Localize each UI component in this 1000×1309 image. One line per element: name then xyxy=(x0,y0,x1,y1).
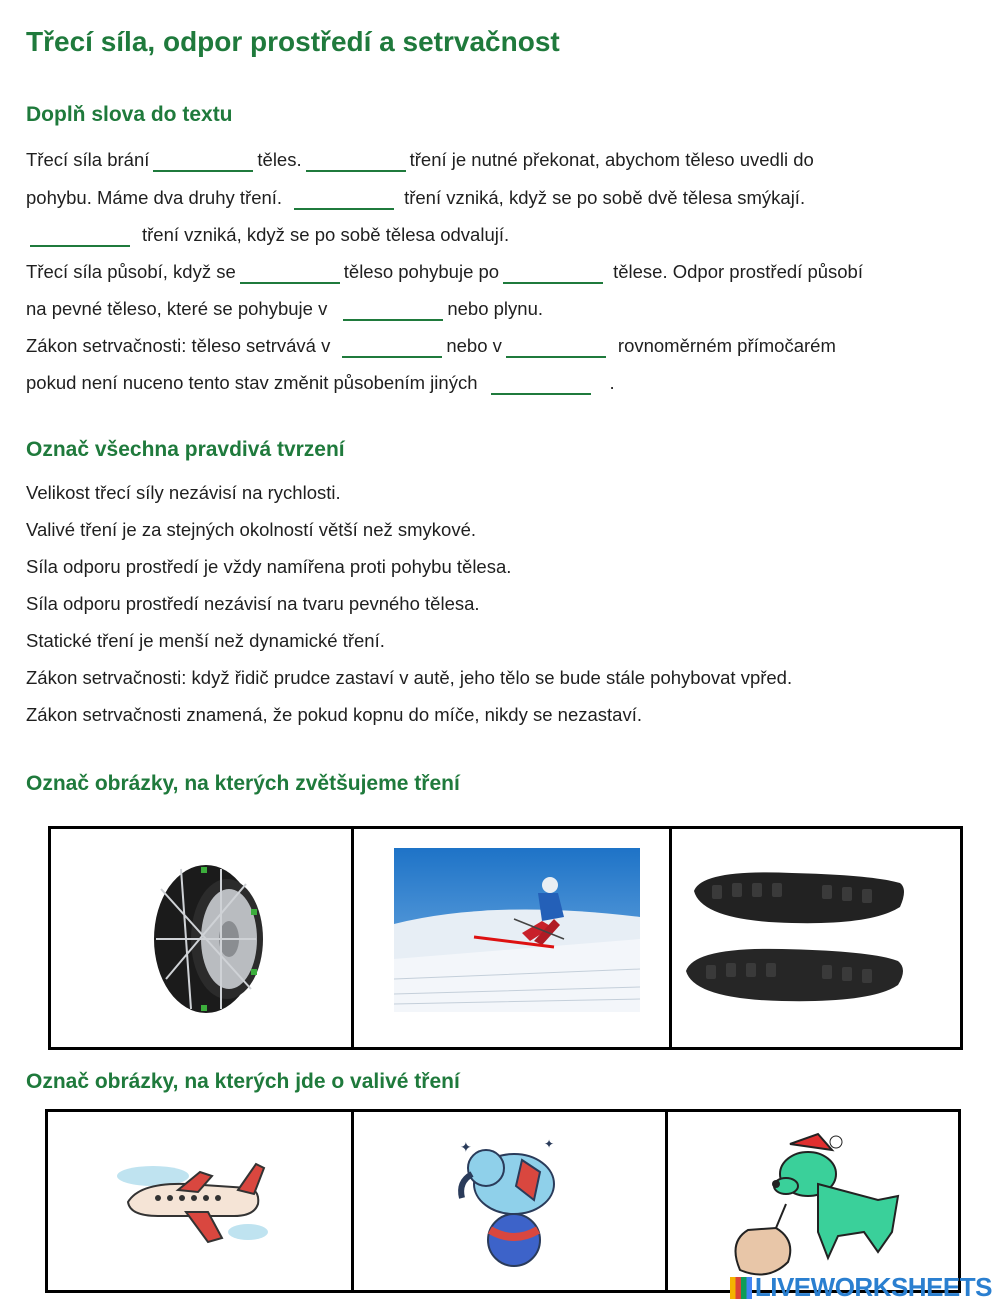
text-line-3: tření vzniká, když se po sobě tělesa odvalují. xyxy=(26,221,509,247)
liveworksheets-logo: LIVEWORKSHEETS xyxy=(730,1272,992,1303)
text-line-5: na pevné těleso, které se pohybuje v nebo plynu. xyxy=(26,295,543,321)
statement-item[interactable]: Velikost třecí síly nezávisí na rychlosti. xyxy=(26,482,341,503)
section-heading-increase-friction: Označ obrázky, na kterých zvětšujeme tření xyxy=(26,772,460,795)
blank-input[interactable] xyxy=(153,146,253,172)
text-line-6: Zákon setrvačnosti: těleso setrvává v nebo v rovnoměrném přímočarém xyxy=(26,332,836,358)
text-line-2: pohybu. Máme dva druhy tření. tření vzniká, když se po sobě dvě tělesa smýkají. xyxy=(26,184,805,210)
svg-text:✦: ✦ xyxy=(544,1137,555,1151)
section-heading-fill-words: Doplň slova do textu xyxy=(26,103,233,126)
blank-input[interactable] xyxy=(30,221,130,247)
blank-input[interactable] xyxy=(506,332,606,358)
statement-item[interactable]: Zákon setrvačnosti: když řidič prudce zastaví v autě, jeho tělo se bude stále pohybovat vpřed. xyxy=(26,667,793,688)
image-grid-friction xyxy=(48,826,963,1050)
logo-icon xyxy=(730,1277,752,1299)
image-grid-rolling xyxy=(45,1109,961,1293)
text-line-1: Třecí síla brání těles. tření je nutné překonat, abychom těleso uvedli do xyxy=(26,146,814,172)
blank-input[interactable] xyxy=(343,295,443,321)
dog-dragging-sack-image[interactable] xyxy=(668,1112,964,1290)
section-heading-true-statements: Označ všechna pravdivá tvrzení xyxy=(26,438,345,461)
elephant-on-ball-image[interactable] xyxy=(354,1112,668,1290)
airplane-image[interactable] xyxy=(48,1112,354,1290)
statement-item[interactable]: Zákon setrvačnosti znamená, že pokud kopnu do míče, nikdy se nezastaví. xyxy=(26,704,642,725)
statement-item[interactable]: Valivé tření je za stejných okolností větší než smykové. xyxy=(26,519,477,540)
statement-item[interactable]: Síla odporu prostředí je vždy namířena proti pohybu tělesa. xyxy=(26,556,512,577)
blank-input[interactable] xyxy=(491,369,591,395)
text-line-4: Třecí síla působí, když se těleso pohybuje po tělese. Odpor prostředí působí xyxy=(26,258,863,284)
blank-input[interactable] xyxy=(240,258,340,284)
text-line-7: pokud není nuceno tento stav změnit působením jiných . xyxy=(26,369,615,395)
skier-image[interactable] xyxy=(354,829,672,1047)
statement-item[interactable]: Statické tření je menší než dynamické tření. xyxy=(26,630,385,651)
tire-chain-image[interactable] xyxy=(51,829,354,1047)
blank-input[interactable] xyxy=(306,146,406,172)
shoe-sole-image[interactable] xyxy=(672,829,966,1047)
svg-text:✦: ✦ xyxy=(460,1140,472,1156)
statement-item[interactable]: Síla odporu prostředí nezávisí na tvaru pevného tělesa. xyxy=(26,593,480,614)
section-heading-rolling-friction: Označ obrázky, na kterých jde o valivé tření xyxy=(26,1070,460,1093)
blank-input[interactable] xyxy=(503,258,603,284)
blank-input[interactable] xyxy=(342,332,442,358)
page-title: Třecí síla, odpor prostředí a setrvačnost xyxy=(26,26,560,57)
blank-input[interactable] xyxy=(294,184,394,210)
